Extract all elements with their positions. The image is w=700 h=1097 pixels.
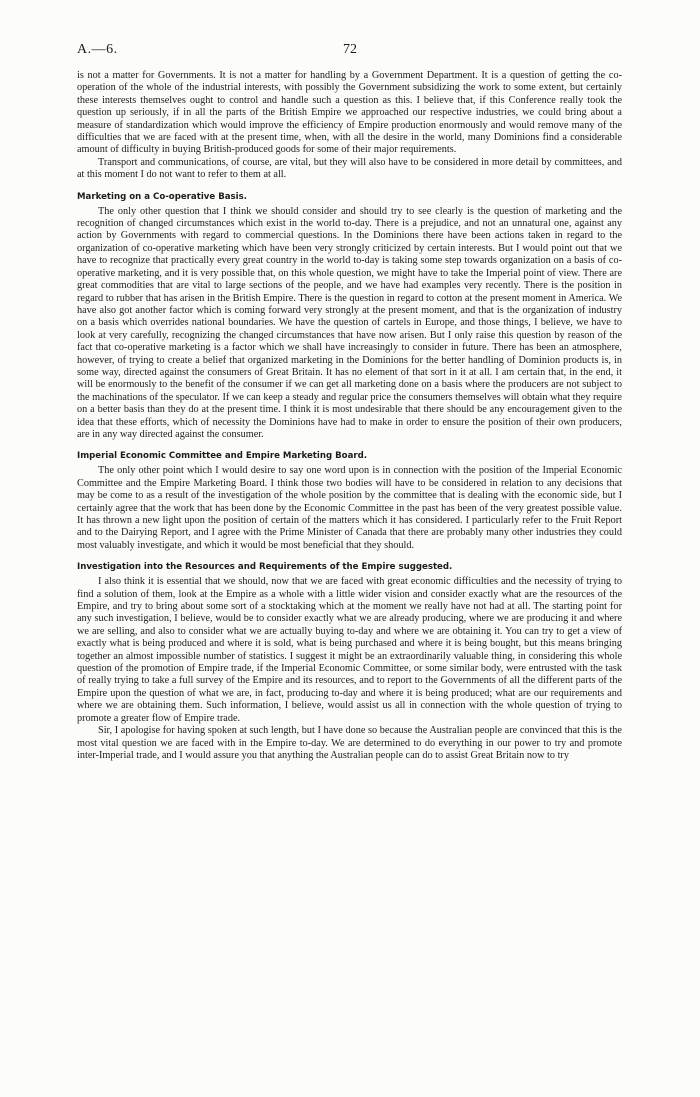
paragraph-closing: Sir, I apologise for having spoken at such length, but I have done so because the Australian people are convinced that this is the most vital question we are faced with in the Empire to-day. We are determined to do everything in our power to try and promote inter-Imperial trade, and I would assure you that anything the Australian people can do to assist Great Britain now to try <box>77 725 622 761</box>
document-body <box>77 70 622 762</box>
page-header <box>77 42 623 62</box>
heading-cooperative-marketing: Marketing on a Co-operative Basis. <box>77 191 247 202</box>
document-reference: A.—6. <box>77 42 118 57</box>
paragraph-economic-committee: The only other point which I would desire to say one word upon is in connection with the position of the Imperial Economic Committee and the Empire Marketing Board. I think those two bodies will have to be considered in relation to any decisions that may be come to as a result of the investigation of the whole position by the committee that is dealing with the economic side, but I certainly agree that the work that has been done by the Economic Committee in the past has been of the very greatest possible value. It has thrown a new light upon the position of certain of the matters which it has considered. I particularly refer to the Fruit Report and to the Dairying Report, and I agree with the Prime Minister of Canada that there are probably many other industries they could most valuably investigate, and which it would be most beneficial that they should. <box>77 465 622 551</box>
paragraph-resources: I also think it is essential that we should, now that we are faced with great economic difficulties and the necessity of trying to find a solution of them, look at the Empire as a whole with a little wider vision and consider exactly what are the resources of the Empire, and try to bring about some sort of a stocktaking which at the moment we really have not had at all. The starting point for any such investigation, I believe, would be to consider exactly what we are already producing, where we are producing it and where we are selling, and also to consider what we are actually buying to-day and where we are obtaining it. You can try to get a view of exactly what is being produced and where it is sold, what is being purchased and where it is being bought, but this means bringing together an almost impossible number of statistics. I suggest it might be an extraordinarily valuable thing, in considering this whole question of the promotion of Empire trade, if the Imperial Economic Committee, or some similar body, were entrusted with the task of really trying to take a full survey of the Empire and its resources, and to report to the Governments of all the different parts of the Empire upon the question of what we are, in fact, producing to-day and where it is being produced; what are our requirements and where we are obtaining them. Such information, I believe, would assist us all in connection with the whole question of trying to promote a greater flow of Empire trade. <box>77 576 622 724</box>
paragraph-marketing: The only other question that I think we should consider and should try to see clearly is the question of marketing and the recognition of changed circumstances which exist in the world to-day. There is a prejudice, and not an unnatural one, against any action by Governments with regard to commercial questions. In the Dominions there have been actions taken in regard to the organization of co-operative marketing which have been very strongly criticized by certain interests. But I would point out that we have to recognize that practically every great country in the world to-day is taking some step towards organization on a basis of co-operative marketing, and it is very possible that, on this whole question, we might have to take the Imperial point of view. There are great commodities that are vital to large sections of the people, and we have had examples very recently. There is the position in regard to rubber that has arisen in the British Empire. There is the question in regard to cotton at the present moment in America. We have also got another factor which is coming forward very strongly at the present moment, and that is the organization of industry on a basis which overrides national boundaries. We have the question of cartels in Europe, and those things, I believe, we have to look at very carefully, recognizing the changed circumstances that have now arisen. But I only raise this question by reason of the fact that co-operative marketing is a factor which we shall have increasingly to consider in future. There has been an atmosphere, however, of trying to create a belief that organized marketing in the Dominions for the better handling of Dominion products is, in some way, directed against the consumers of Great Britain. It has no element of that sort in it at all. I am certain that, in the end, it will be enormously to the benefit of the consumer if we can get all marketing done on a basis where the producers are not subject to the machinations of the speculator. If we can keep a steady and regular price the consumers themselves will obtain what they require on a better basis than they do at the present time. I think it is most undesirable that there should be any encouragement given to the idea that these efforts, which of necessity the Dominions have had to make in order to ensure the position of their own producers, are in any way directed against the consumer. <box>77 205 622 440</box>
paragraph-continued: is not a matter for Governments. It is not a matter for handling by a Government Department. It is a question of getting the co-operation of the whole of the industrial interests, with possibly the Government subsidizing the work to some extent, but certainly these interests themselves ought to control and handle such a question as this. I believe that, if this Conference really took the question up seriously, if in all the parts of the British Empire we approached our respective industries, we could bring about a measure of standardization which would improve the efficiency of Empire production enormously and would remove many of the difficulties that we are faced with at the present time, when, with all the desire in the world, many Dominions find a considerable amount of difficulty in buying British-produced goods for some of their major requirements. <box>77 70 622 156</box>
heading-economic-committee: Imperial Economic Committee and Empire Marketing Board. <box>77 451 368 462</box>
page-number: 72 <box>343 42 357 57</box>
heading-resources-investigation: Investigation into the Resources and Requirements of the Empire suggested. <box>77 562 453 573</box>
paragraph-transport: Transport and communications, of course, are vital, but they will also have to be considered in more detail by committees, and at this moment I do not want to refer to them at all. <box>77 156 622 181</box>
